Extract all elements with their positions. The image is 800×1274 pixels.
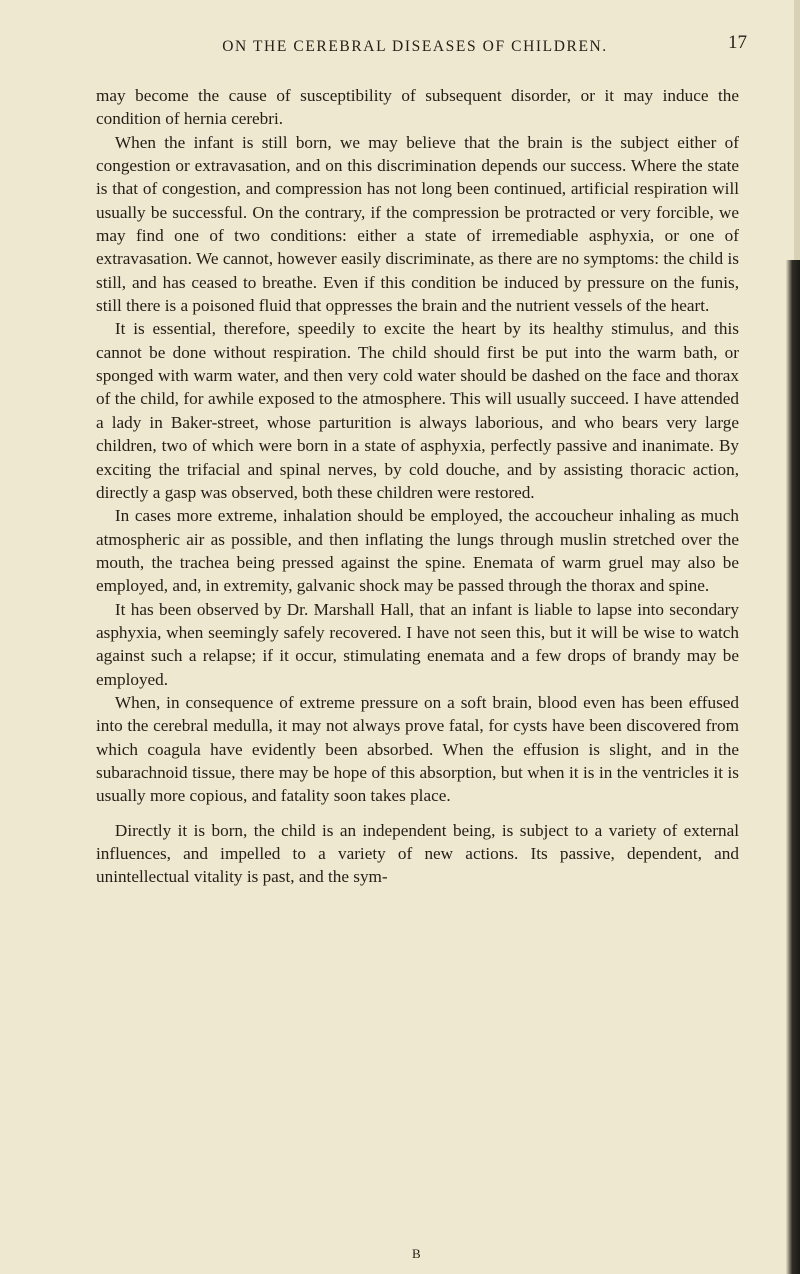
page-edge-shadow	[786, 260, 800, 1274]
paragraph-2: When the infant is still born, we may believe that the brain is the subject either of congestion or extravasation, and on this discrimination depends our success. Where the state is that of congestion, and compression has not long been continued, artificial respiration will usually be successful. On the contrary, if the compression be protracted or very forcible, we may find one of two conditions: either a state of irremediable asphyxia, or one of extravasation. We cannot, however easily discriminate, as there are no symptoms: the child is still, and has ceased to breathe. Even if this condition be induced by pressure on the funis, still there is a poisoned fluid that oppresses the brain and the nutrient vessels of the heart.	[96, 132, 739, 316]
paragraph-3: It is essential, therefore, speedily to excite the heart by its healthy stimulus, and this cannot be done without respiration. The child should first be put into the warm bath, or sponged with warm water, and then very cold water should be dashed on the face and thorax of the child, for awhile exposed to the atmosphere. This will usually succeed. I have attended a lady in Baker-street, whose parturition is always laborious, and who bears very large children, two of which were born in a state of asphyxia, perfectly passive and inanimate. By exciting the trifacial and spinal nerves, by cold douche, and by assisting thoracic action, directly a gasp was observed, both these children were restored.	[96, 319, 739, 502]
body-text	[96, 84, 739, 889]
signature-mark: B	[412, 1246, 421, 1261]
paragraph-5: It has been observed by Dr. Marshall Hall, that an infant is liable to lapse into secondary asphyxia, when seemingly safely recovered. I have not seen this, but it will be wise to watch against such a relapse; if it occur, stimulating enemata and a few drops of brandy may be employed.	[96, 599, 739, 689]
page-edge-top	[794, 0, 800, 260]
running-title: ON THE CEREBRAL DISEASES OF CHILDREN.	[222, 38, 608, 55]
paragraph-1: may become the cause of susceptibility of subsequent disorder, or it may induce the condition of hernia cerebri.	[96, 86, 739, 129]
paragraph-6: When, in consequence of extreme pressure on a soft brain, blood even has been effused into the cerebral medulla, it may not always prove fatal, for cysts have been discovered from which coagula have evidently been absorbed. When the effusion is slight, and in the subarachnoid tissue, there may be hope of this absorption, but when it is in the ventricles it is usually more copious, and fatality soon takes place.	[96, 692, 739, 806]
page-number: 17	[728, 32, 747, 53]
paragraph-7: Directly it is born, the child is an independent being, is subject to a variety of external influences, and impelled to a variety of new actions. Its passive, dependent, and unintellectual vitality is past, and the sym-	[96, 820, 739, 887]
paragraph-4: In cases more extreme, inhalation should be employed, the accoucheur inhaling as much atmospheric air as possible, and then inflating the lungs through muslin stretched over the mouth, the trachea being pressed against the spine. Enemata of warm gruel may also be employed, and, in extremity, galvanic shock may be passed through the thorax and spine.	[96, 506, 739, 596]
